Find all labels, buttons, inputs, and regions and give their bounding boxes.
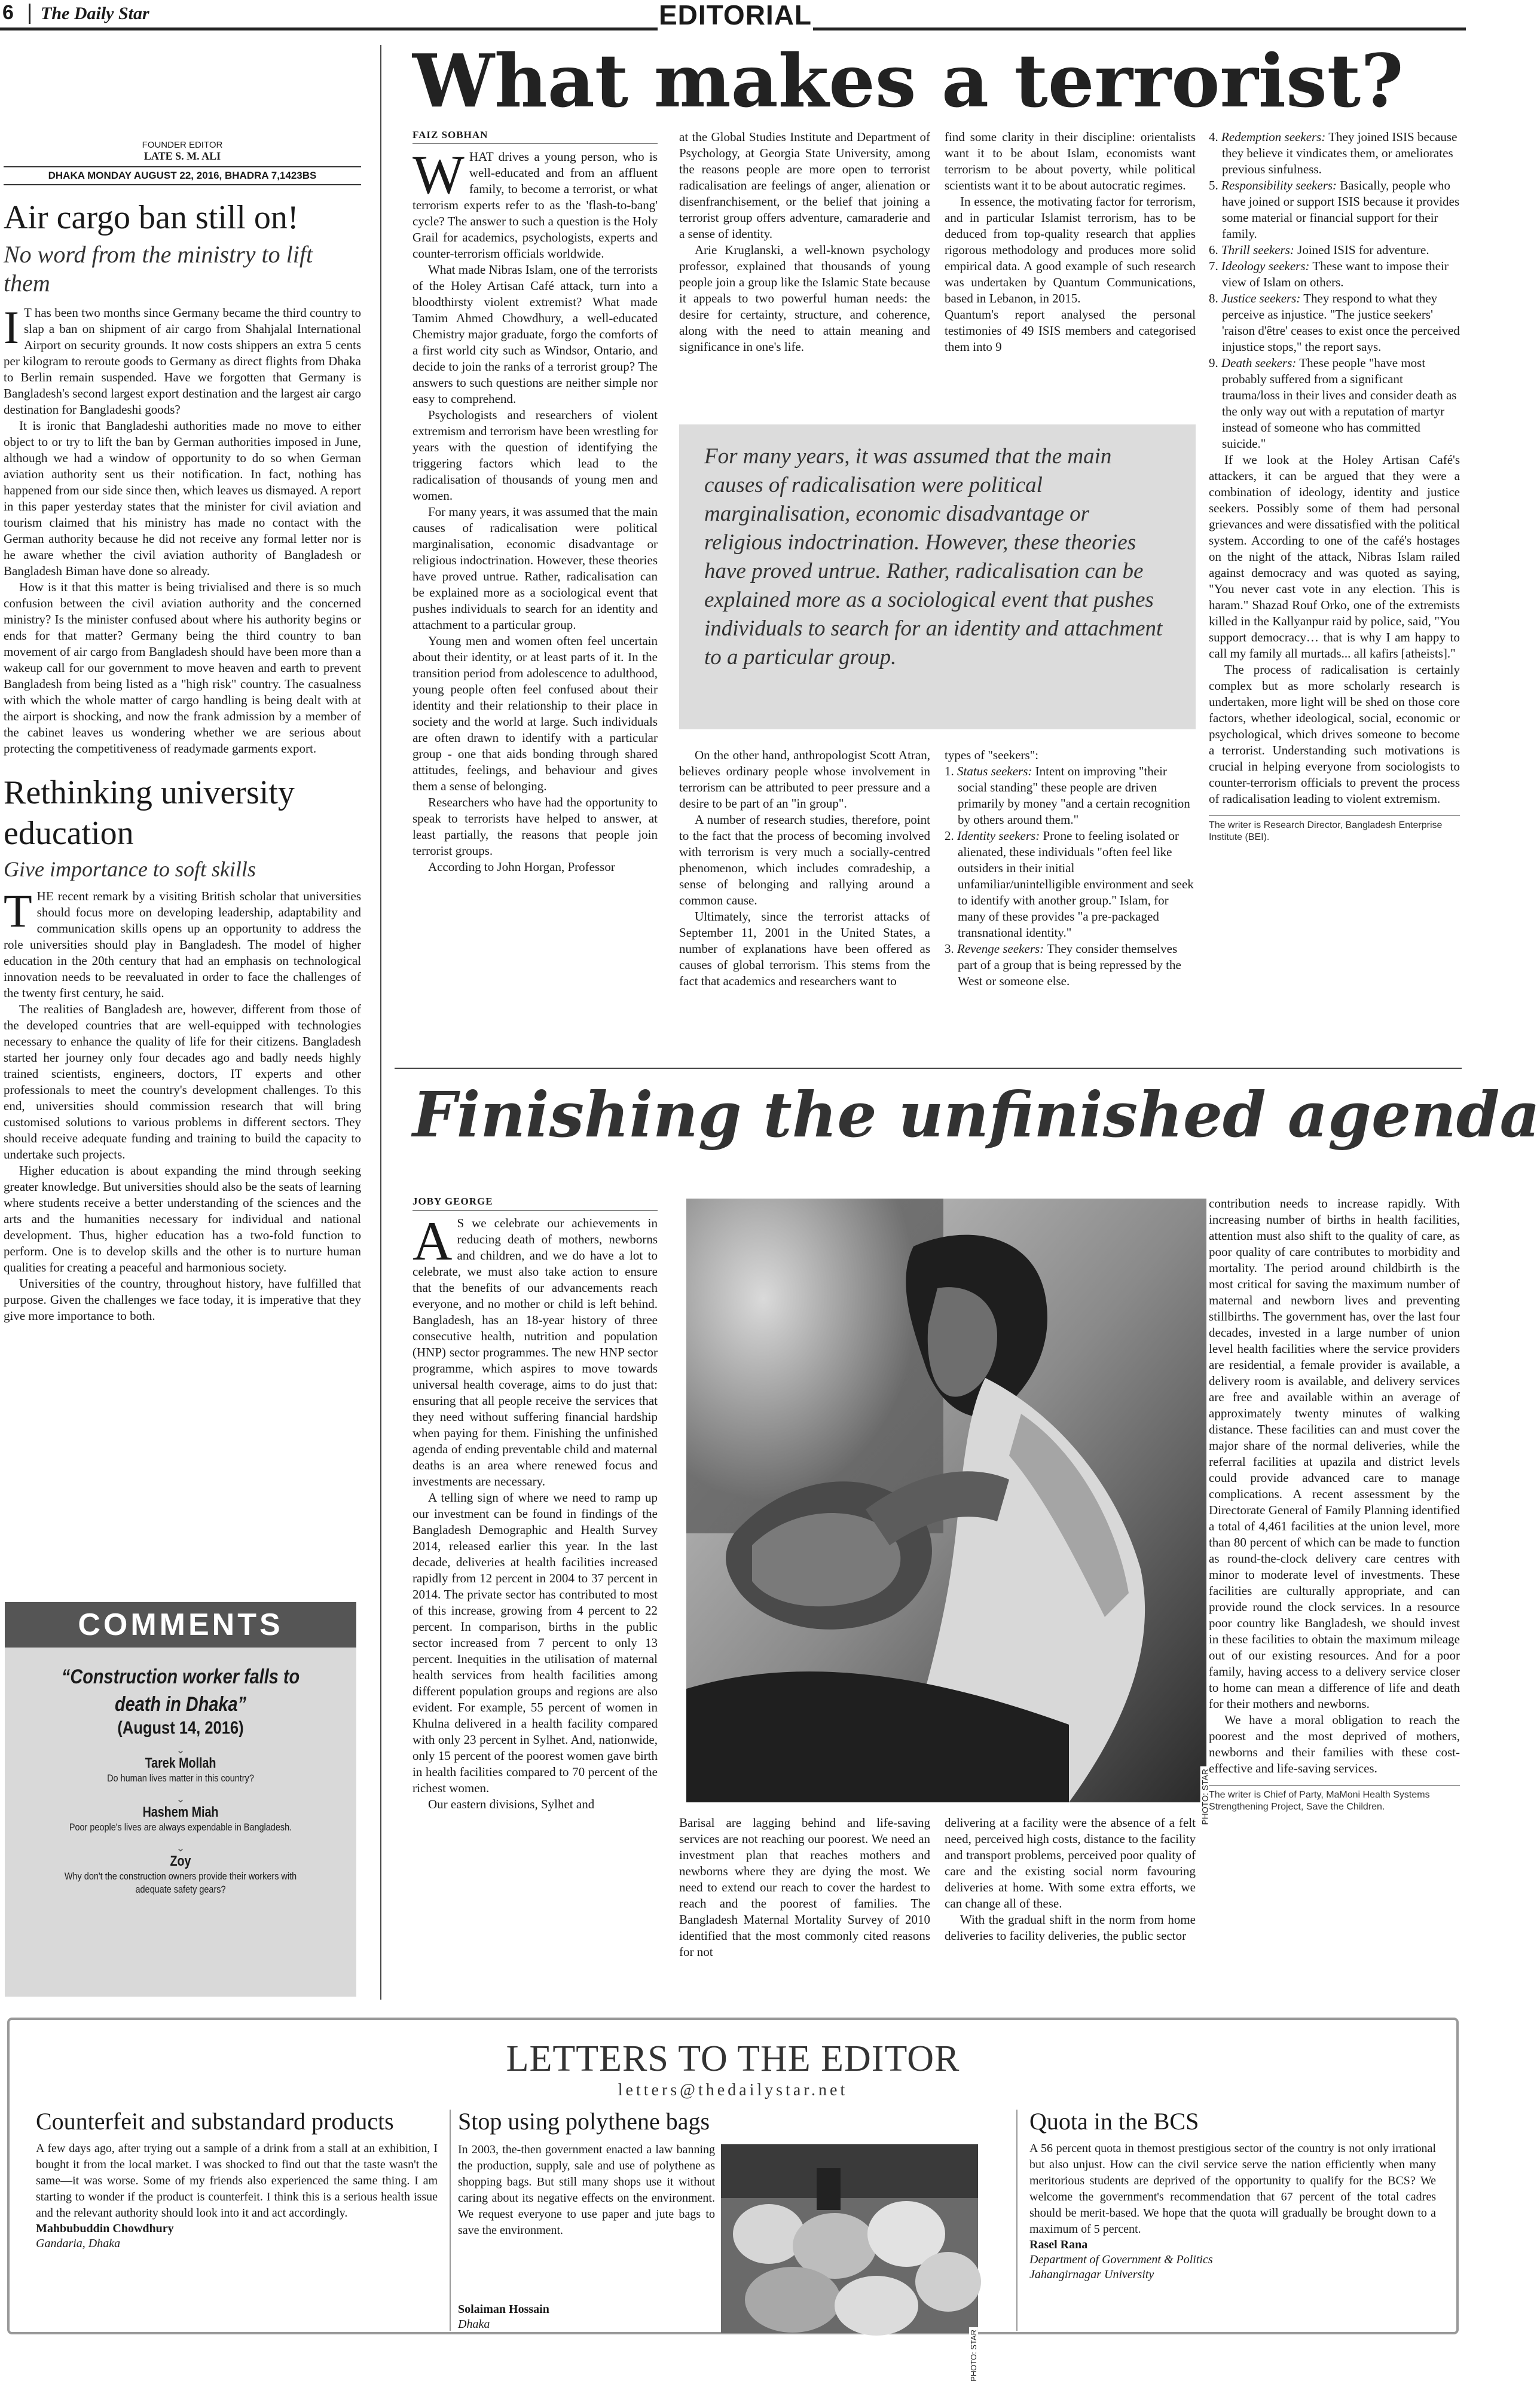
paragraph: Young men and women often feel uncertain about their identity, or at least parts of it. In the transition period from adolescence to adulthood, young people often feel confused about their identity and their relationship to their place in society and the world at large. Such individuals are often drawn to identify with a particular group - one that aids bonding through shared attitudes, feelings, and behaviour and gives them a sense of belonging.: [412, 634, 658, 793]
drop-cap: A: [412, 1211, 453, 1272]
page-number: 6: [2, 1, 14, 24]
letter-text: A few days ago, after trying out a sample of a drink from a stall at an exhibition, I bought it from the local market. I was shocked to find out that the taste wasn't the same—it was worse. Some of my friends also experienced the same thing. I am starting to wonder if the product is counterfeit. I think this is a serious health issue and the relevant authority should look into it and act accordingly.: [36, 2142, 438, 2220]
terrorist-col-1: [412, 129, 658, 875]
seeker-item: 2. Identity seekers: Prone to feeling isolated or alienated, these individuals "often feel like outsiders in their initial unfamiliar/unintelligible environment and seek to identify with another group." Islam, for many of these provides "a pre-packaged transnational identity.": [945, 829, 1194, 940]
paragraph: Universities of the country, throughout history, have fulfilled that purpose. Given the challenges we face today, it is imperative that they give more importance to both.: [4, 1276, 361, 1323]
seeker-item: 5. Responsibility seekers: Basically, people who have joined or support ISIS because it provides some material or financial support for their family.: [1209, 178, 1460, 241]
letter-title: Stop using polythene bags: [458, 2108, 710, 2135]
polythene-bags-photo: [721, 2144, 978, 2382]
founder-name: LATE S. M. ALI: [143, 150, 221, 162]
terrorist-col-2-top: [679, 129, 930, 355]
photo-illustration: [721, 2144, 978, 2333]
paragraph: Researchers who have had the opportunity to speak to terrorists have helped to answer, at least partially, the reasons that people join terrorist groups.: [412, 795, 658, 858]
letter-title: Quota in the BCS: [1029, 2108, 1199, 2135]
paragraph: Psychologists and researchers of violent extremism and terrorism have been wrestling for years with the question of identifying the triggering factors which lead to the radicalisation of thousands of young men and women.: [412, 408, 658, 503]
paragraph: A telling sign of where we need to ramp up our investment can be found in findings of the Bangladesh Demographic and Health Survey 2014, released earlier this year. In the last decade, deliveries at health facilities increased rapidly from 12 percent in 2004 to 37 percent in 2014. The private sector has contributed to most of this increase, growing from 4 percent to 22 percent. In comparison, births in the public sector increased from 7 percent to only 13 percent. Inequities in the utilisation of maternal health services from health facilities among different population groups and regions are also evident. For example, 55 percent of women in Khulna delivered in a health facility compared with only 23 percent in Sylhet. And, nationwide, only 15 percent of the poorest women gave birth in health facilities compared to 70 percent of the richest women.: [412, 1490, 658, 1795]
paragraph: For many years, it was assumed that the main causes of radicalisation were political marginalisation, economic disadvantage or religious indoctrination. However, these theories have proved untrue. Rather, radicalisation can be explained more as a sociological event that pushes individuals to search for an identity and attachment to a particular group.: [412, 505, 658, 632]
letter-counterfeit: [36, 2107, 438, 2251]
paragraph: Quantum's report analysed the personal testimonies of 49 ISIS members and categorised them into 9: [945, 307, 1196, 354]
paragraph: A number of research studies, therefore, point to the fact that the process of becoming involved with terrorism is very much a socially-centred phenomenon, which includes comradeship, a sense of belonging and rallying around a common cause.: [679, 812, 930, 907]
paragraph: With the gradual shift in the norm from home deliveries to facility deliveries, the public sector: [945, 1912, 1196, 1943]
letter-title: Counterfeit and substandard products: [36, 2108, 394, 2135]
letter-quota: [1029, 2107, 1436, 2282]
editorial-subtitle: Give importance to soft skills: [4, 857, 256, 881]
page-header: [0, 0, 1466, 31]
agenda-col-3: [945, 1815, 1196, 1944]
comment-text: Poor people's lives are always expendable in Bangladesh.: [69, 1821, 292, 1833]
drop-cap: T: [4, 885, 32, 937]
letter-polythene: [452, 2107, 1014, 2382]
letter-text: A 56 percent quota in themost prestigious sector of the country is not only irrational but also unjust. How can the civil service serve the nation efficiently when many meritorious students are deprived of the opportunity to qualify for the BCS? We welcome the government's recommendation that 67 percent of the total cadres should be merit-based. We hope that the quota will gradually be brought down to a maximum of 5 percent.: [1029, 2142, 1436, 2236]
headline-agenda: Finishing the unfinished agenda: [412, 1078, 1540, 1151]
letter-author: Solaiman Hossain: [458, 2303, 549, 2316]
letter-location: Department of Government & Politics: [1029, 2253, 1213, 2266]
letters-email: letters@thedailystar.net: [618, 2081, 848, 2099]
terrorist-col-3-top: [945, 129, 1196, 355]
drop-cap: W: [412, 144, 465, 205]
editorial-university: [4, 772, 361, 1324]
paragraph: What made Nibras Islam, one of the terrorists of the Holey Artisan Café attack, turn into a bloodthirsty violent extremist? What made Tamim Ahmed Chowdhury, a well-educated Chemistry major graduate, forgo the comforts of a first world city such as Windsor, Ontario, and decide to join the ranks of a terrorist group? The answers to such questions are neither simple nor easy to comprehend.: [412, 262, 658, 406]
paragraph: T has been two months since Germany became the third country to slap a ban on shipment of air cargo from Shahjalal International Airport on security grounds. It now costs shippers an extra 5 cents per kilogram to reroute goods to Germany as direct flights from Dhaka to Berlin remain suspended. Have we forgotten that Germany is Bangladesh's second largest export destination and the largest air cargo destination for Bangladeshi goods?: [4, 305, 361, 417]
comment-text: Why don't the construction owners provide their workers with adequate safety gears?: [64, 1870, 297, 1895]
seeker-item: 9. Death seekers: These people "have most probably suffered from a significant trauma/loss in their lives and consider death as the only way out with a reputation of martyr instead of someone who has committed suicide.": [1209, 356, 1457, 451]
paragraph: contribution needs to increase rapidly. With increasing number of births in health facilities, attention must also shift to the quality of care, as poor quality of care contributes to morbidity and mortality. The period around childbirth is the most critical for saving the maximum number of maternal and newborn lives and preventing stillbirths. The government has, over the last four decades, invested in a large number of union level health facilities where the service providers are residential, a female provider is available, a delivery room is available, and delivery services are free and available within an average of approximately twenty minutes of walking distance. These facilities can and must cover the major share of the normal deliveries, while the referral facilities at upazila and district levels could provide advanced care to manage complications. A recent assessment by the Directorate General of Family Planning identified a total of 4,461 facilities at the union level, more than 80 percent of which can be made to function as round-the-clock delivery care centres with minor to moderate level of investments. These facilities are culturally appropriate, and can provide round the clock services. In a resource poor country like Bangladesh, we should invest in these facilities to obtain the maximum mileage out of our existing resources. And for a poor family, having access to a delivery service closer to home can mean a difference of life and death for their mothers and newborns.: [1209, 1196, 1460, 1711]
comments-date: (August 14, 2016): [117, 1718, 244, 1738]
paragraph: at the Global Studies Institute and Department of Psychology, at Georgia State University, among the reasons people are more open to terrorist radicalisation are feelings of anger, alienation or disenfranchisement, or the belief that joining a terrorist group offers adventure, camaraderie and a sense of identity.: [679, 130, 930, 241]
letters-box: [7, 2018, 1459, 2382]
editorial-subtitle: No word from the ministry to lift them: [4, 241, 313, 297]
writer-note: The writer is Chief of Party, MaMoni Health Systems Strengthening Project, Save the Children.: [1209, 1785, 1460, 1813]
paragraph: It is ironic that Bangladeshi authorities made no move to either object to or try to lift the ban by German authorities imposed in June, although we had a window of opportunity to do so when German aviation authority sent us their notification. In fact, nothing has happened from our side since then, which leaves us dismayed. A report in this paper yesterday states that the minister for civil aviation and tourism claimed that his ministry has made no contact with the German authority because he did not receive any formal letter nor is he aware whether the civil aviation authority of Bangladesh or Bangladesh Biman have done so already.: [4, 418, 361, 578]
letter-text: In 2003, the-then government enacted a law banning the production, supply, sale and use of polythene as shopping bags. But still many shops use it without caring about its negative effects on the environment. We request everyone to use paper and jute bags to save the environment.: [458, 2143, 715, 2237]
paragraph: HE recent remark by a visiting British scholar that universities should focus more on developing leadership, adaptability and communication skills opens up an opportunity to address the role universities should play in Bangladesh. The model of higher education in the 20th century that had an emphasis on technological innovation needs to be reevaluated in order to face the challenges of the twenty first century, he said.: [4, 889, 361, 1000]
byline: JOBY GEORGE: [412, 1196, 658, 1211]
seeker-item: 6. Thrill seekers: Joined ISIS for adventure.: [1209, 243, 1429, 257]
comment-author: Zoy: [170, 1853, 191, 1869]
letter-location: Jahangirnagar University: [1029, 2268, 1154, 2281]
paragraph: We have a moral obligation to reach the poorest and the most deprived of mothers, newborns and their families with these cost-effective and life-saving services.: [1209, 1713, 1460, 1775]
headline-terrorist: What makes a terrorist?: [412, 38, 1404, 124]
paragraph: The process of radicalisation is certainly complex but as more scholarly research is undertaken, more light will be shed on those core factors, whether ideological, social, economic or psychological, which drives someone to become a terrorist. Understanding such motivations is crucial in helping everyone from sociologists to counter-terrorism officials to prevent the process of radicalisation leading to violent extremism.: [1209, 662, 1460, 806]
comment-author: Tarek Mollah: [145, 1755, 216, 1771]
dateline: DHAKA MONDAY AUGUST 22, 2016, BHADRA 7,1423BS: [4, 166, 361, 185]
chevron-down-icon: ⌄: [176, 1793, 185, 1805]
terrorist-col-3-bottom: [945, 747, 1196, 989]
comment-text: Do human lives matter in this country?: [107, 1772, 254, 1784]
terrorist-col-2-bottom: [679, 747, 930, 989]
letter-location: Gandaria, Dhaka: [36, 2237, 121, 2250]
letter-author: Mahbubuddin Chowdhury: [36, 2222, 174, 2235]
paragraph: HAT drives a young person, who is well-educated and from an affluent family, to become a terrorist, or what terrorism experts refer to as the 'flash-to-bang' cycle? The answer to such a question is the Holy Grail for academics, psychologists, experts and counter-terrorism officials worldwide.: [412, 149, 658, 261]
paragraph: Barisal are lagging behind and life-saving services are not reaching our poorest. We need an investment plan that reaches mothers and newborns where they are dying the most. We need to extend our reach to cover the hardest to reach and the poorest of families. The Bangladesh Maternal Mortality Survey of 2010 identified that the most commonly cited reasons for not: [679, 1815, 930, 1959]
agenda-col-1: [412, 1196, 658, 1813]
comments-heading: COMMENTS: [5, 1602, 356, 1648]
masthead-logo: The Daily Star: [41, 4, 149, 23]
paragraph: Higher education is about expanding the mind through seeking greater knowledge. But universities should also be the seats of learning where students receive a better understanding of the sciences and the arts and the humanities necessary for individual and national development. Thus, higher education has a two-fold function to perform. One is to develop skills and the other is to nurture human qualities for creating a peaceful and harmonious society.: [4, 1163, 361, 1274]
seeker-item: 7. Ideology seekers: These want to impose their view of Islam on others.: [1209, 259, 1449, 289]
seeker-item: 3. Revenge seekers: They consider themselves part of a group that is being repressed by the West or someone else.: [945, 942, 1181, 988]
paragraph: types of "seekers":: [945, 748, 1039, 762]
paragraph: Arie Kruglanski, a well-known psychology professor, explained that thousands of young people join a group like the Islamic State because it appeals to two powerful human needs: the desire for certainty, structure, and coherence, along with the need to attain meaning and significance in one's life.: [679, 243, 930, 354]
paragraph: delivering at a facility were the absence of a felt need, perceived high costs, distance to the facility and transport problems, perceived poor quality of care and the existing social norm favouring deliveries at home. With some extra efforts, we can change all of these.: [945, 1815, 1196, 1911]
comments-headline: “Construction worker falls to death in Dhaka”: [61, 1665, 300, 1716]
chevron-down-icon: ⌄: [176, 1744, 185, 1756]
pull-quote: [679, 424, 1196, 729]
founder-label: FOUNDER EDITOR: [142, 140, 223, 150]
seeker-item: 8. Justice seekers: They respond to what they perceive as injustice. "The justice seekers' 'raison d'être' ceases to exist once the perceived injustice stops," the report says.: [1209, 291, 1460, 354]
editorial-air-cargo: [4, 198, 361, 757]
paragraph: find some clarity in their discipline: orientalists want it to be about Islam, economists want terrorism to be about poverty, while political scientists want it to be about autocratic regimes.: [945, 130, 1196, 192]
pull-quote-text: For many years, it was assumed that the main causes of radicalisation were political marginalisation, economic disadvantage or religious indoctrination. However, these theories have proved untrue. Rather, radicalisation can be explained more as a sociological event that pushes individuals to search for an identity and attachment to a particular group.: [704, 444, 1163, 670]
paragraph: On the other hand, anthropologist Scott Atran, believes ordinary people whose involvement in terrorism can be attributed to peer pressure and a desire to be part of an "in group".: [679, 748, 930, 811]
agenda-col-2: [679, 1815, 930, 1960]
writer-note: The writer is Research Director, Bangladesh Enterprise Institute (BEI).: [1209, 815, 1460, 843]
byline: FAIZ SOBHAN: [412, 129, 658, 144]
paragraph: Our eastern divisions, Sylhet and: [428, 1797, 595, 1811]
seeker-item: 1. Status seekers: Intent on improving "their social standing" these people are driven primarily by money "and a certain recognition by others around them.": [945, 764, 1190, 827]
paragraph: S we celebrate our achievements in reducing death of mothers, newborns and children, and we do have a lot to celebrate, we must also take action to ensure that the benefits of our advancements reach everyone, and no mother or child is left behind. Bangladesh, has an 18-year history of three consecutive health, nutrition and population (HNP) sector programmes. The new HNP sector programme, which aspires to move towards universal health coverage, aims to do just that: ensuring that all people receive the services that they need without suffering financial hardship when paying for them. Finishing the unfinished agenda of ending preventable child and maternal deaths is an area where renewed focus and investments are necessary.: [412, 1216, 658, 1489]
letter-location: Dhaka: [458, 2318, 490, 2331]
paragraph: How is it that this matter is being trivialised and there is so much confusion between the civil aviation authority and the concerned ministry? Is the minister confused about where his authority begins or ends for that matter? Germany being the third country to ban movement of air cargo from Bangladesh should have been more than a wakeup call for our government to move heaven and earth to prevent Bangladesh from being listed as a "high risk" country. The casualness with which the whole matter of cargo handling is being dealt with at the airport is shocking, and now the frank admission by a member of the cabinet leaves us wondering whether we are serious about protecting the competitiveness of readymade garments export.: [4, 580, 361, 756]
paragraph: According to John Horgan, Professor: [428, 860, 615, 874]
paragraph: The realities of Bangladesh are, however, different from those of the developed countries that are well-equipped with technologies necessary to enhance the quality of life for their citizens. Bangladesh started her journey only four decades ago and badly needs highly trained scientists, engineers, doctors, IT experts and other professionals to meet the country's development challenges. To this end, universities should commission research that will bring customised solutions to various problems in different sectors. They should receive adequate funding and training to build the capacity to undertake such projects.: [4, 1002, 361, 1162]
section-title: EDITORIAL: [658, 0, 812, 30]
chevron-down-icon: ⌄: [176, 1842, 185, 1854]
drop-cap: I: [4, 301, 19, 353]
agenda-col-4: [1209, 1196, 1460, 1813]
letter-author: Rasel Rana: [1029, 2238, 1088, 2251]
paragraph: Ultimately, since the terrorist attacks of September 11, 2001 in the United States, a number of explanations have been offered as causes of global terrorism. This stems from the fact that academics and researchers want to: [679, 909, 930, 988]
paragraph: In essence, the motivating factor for terrorism, and in particular Islamist terrorism, has to be deduced from top-quality research that applies rigorous methodology and produces more solid empirical data. A good example of such research was undertaken by Quantum Communications, based in Lebanon, in 2015.: [945, 194, 1196, 305]
editorial-title: Rethinking university education: [4, 774, 295, 852]
paragraph: If we look at the Holey Artisan Café's attackers, it can be argued that they were a combination of ideology, identity and justice seekers. Possibly some of them had personal grievances and were dissatisfied with the political system. According to one of the café's hostages on the night of the attack, Nibras Islam railed against democracy and was quoted as saying, "You never cast vote in any election. This is haram." Shazad Rouf Orko, one of the extremists killed in the Kallyanpur raid by police, said, "You support democracy… that is why I am happy to call my family all murtads... all kafirs [atheists].": [1209, 453, 1460, 661]
seeker-item: 4. Redemption seekers: They joined ISIS because they believe it vindicates them, or ameliorates previous sinfulness.: [1209, 130, 1458, 176]
comments-box: [5, 1602, 356, 1997]
terrorist-col-4: [1209, 129, 1460, 843]
photo-credit: PHOTO: STAR: [1200, 1766, 1210, 1827]
mother-newborn-photo: [686, 1199, 1210, 1825]
photo-illustration: [686, 1199, 1206, 1802]
editorial-title: Air cargo ban still on!: [4, 199, 299, 236]
letters-heading: LETTERS TO THE EDITOR: [506, 2038, 960, 2079]
photo-credit: PHOTO: STAR: [969, 2327, 978, 2384]
comment-author: Hashem Miah: [142, 1804, 219, 1820]
